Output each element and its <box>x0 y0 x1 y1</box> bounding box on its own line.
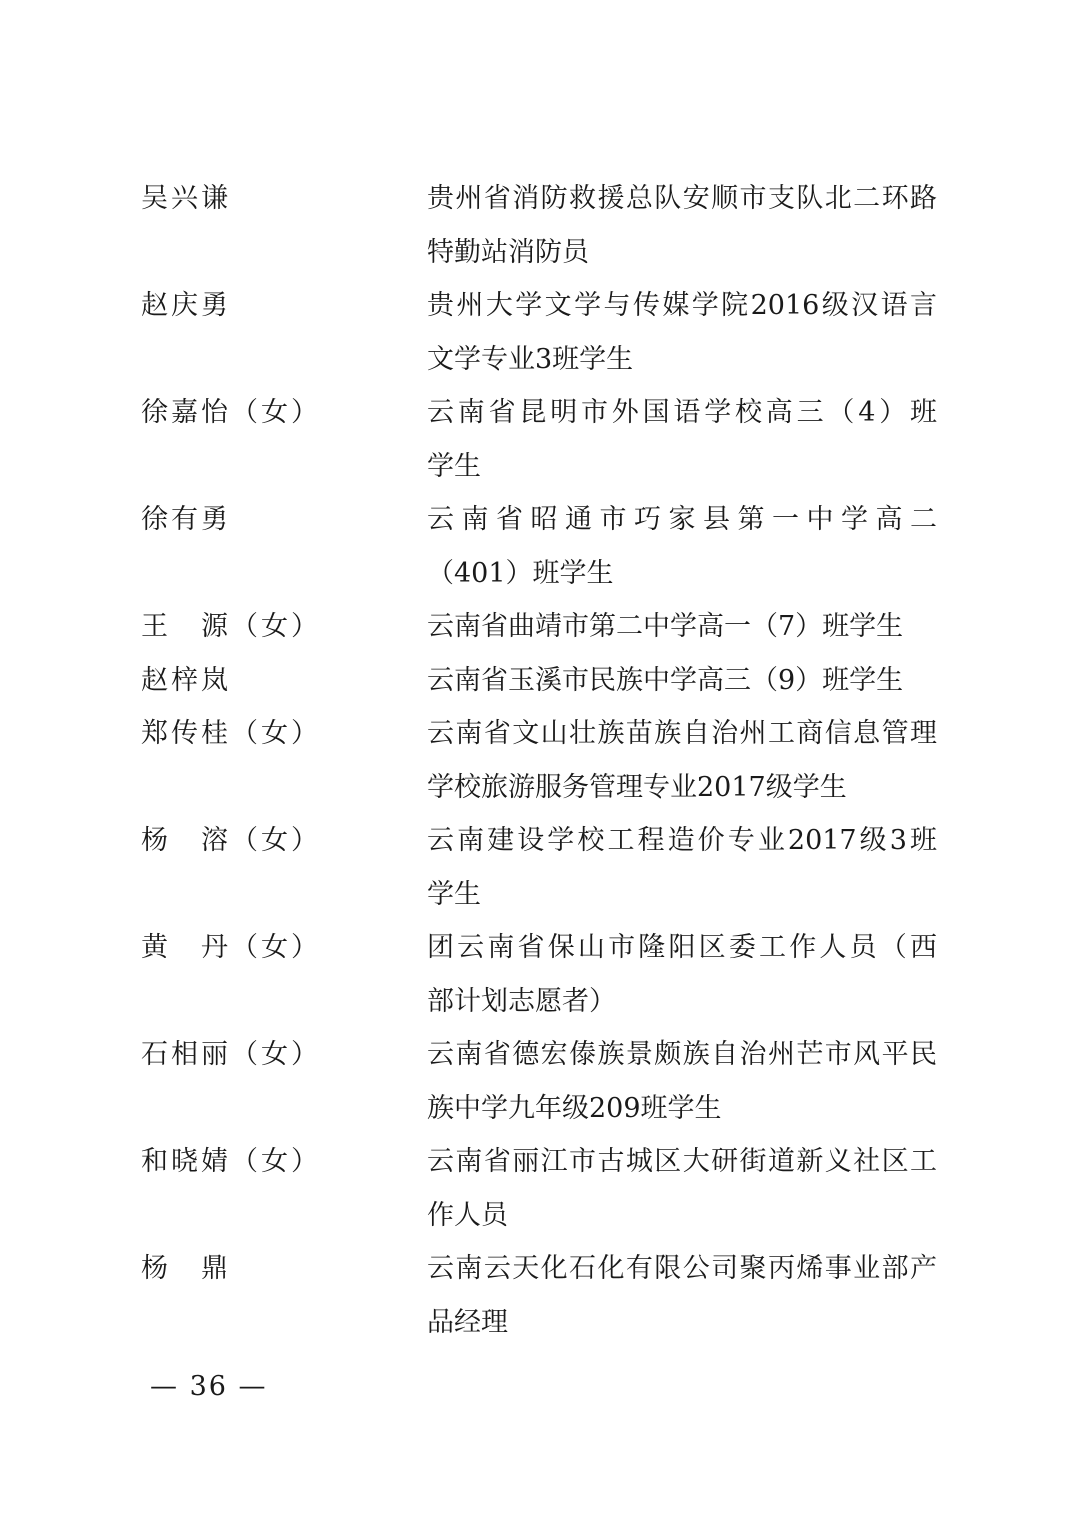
honoree-name: 徐嘉怡（女） <box>141 397 321 428</box>
list-item <box>0 1242 1080 1349</box>
list-item <box>0 279 1080 386</box>
honoree-name: 石相丽（女） <box>141 1039 321 1070</box>
honoree-name: 王 源（女） <box>141 611 321 642</box>
list-item <box>0 707 1080 814</box>
unit-line: 学校旅游服务管理专业2017级学生 <box>427 771 847 803</box>
unit-line: 作人员 <box>427 1199 508 1231</box>
unit-line: 族中学九年级209班学生 <box>427 1092 722 1124</box>
list-item <box>0 814 1080 921</box>
unit-line: 云南省玉溪市民族中学高三（9）班学生 <box>427 664 904 696</box>
honoree-unit <box>427 172 937 279</box>
unit-line: 团云南省保山市隆阳区委工作人员（西 <box>427 932 937 963</box>
list-item <box>0 386 1080 493</box>
honoree-name: 徐有勇 <box>141 504 231 535</box>
unit-line: 云南省丽江市古城区大研街道新义社区工 <box>427 1146 937 1177</box>
unit-line: 品经理 <box>427 1306 508 1338</box>
unit-line: 云南省昭通市巧家县第一中学高二 <box>427 504 937 535</box>
honoree-unit <box>427 1135 937 1242</box>
honoree-unit <box>427 600 937 654</box>
unit-line: 云南省文山壮族苗族自治州工商信息管理 <box>427 718 937 749</box>
unit-line: 云南云天化石化有限公司聚丙烯事业部产 <box>427 1253 937 1284</box>
honoree-unit <box>427 1028 937 1135</box>
list-item <box>0 600 1080 654</box>
honoree-name: 黄 丹（女） <box>141 932 321 963</box>
unit-line: 贵州大学文学与传媒学院2016级汉语言 <box>427 290 937 321</box>
honoree-name: 赵梓岚 <box>141 664 231 696</box>
honoree-unit <box>427 279 937 386</box>
page-number: — 36 — <box>150 1371 268 1402</box>
honoree-unit <box>427 654 937 708</box>
list-item <box>0 654 1080 708</box>
unit-line: 部计划志愿者） <box>427 985 616 1017</box>
unit-line: 特勤站消防员 <box>427 236 589 268</box>
honoree-unit <box>427 814 937 921</box>
honoree-name: 杨 溶（女） <box>141 825 321 856</box>
list-item <box>0 1135 1080 1242</box>
unit-line: （401）班学生 <box>427 557 614 589</box>
unit-line: 学生 <box>427 878 481 910</box>
list-item <box>0 172 1080 279</box>
honoree-unit <box>427 921 937 1028</box>
unit-line: 文学专业3班学生 <box>427 343 634 375</box>
unit-line: 云南省昆明市外国语学校高三（4）班 <box>427 397 937 428</box>
unit-line: 云南省德宏傣族景颇族自治州芒市风平民 <box>427 1039 937 1070</box>
unit-line: 贵州省消防救援总队安顺市支队北二环路 <box>427 183 937 214</box>
list-item <box>0 493 1080 600</box>
honoree-unit <box>427 1242 937 1349</box>
honoree-name: 吴兴谦 <box>141 183 231 214</box>
honoree-name: 郑传桂（女） <box>141 718 321 749</box>
honoree-name: 杨 鼎 <box>141 1253 231 1284</box>
unit-line: 学生 <box>427 450 481 482</box>
unit-line: 云南建设学校工程造价专业2017级3班 <box>427 825 937 856</box>
list-item <box>0 921 1080 1028</box>
honoree-list <box>0 172 1080 1349</box>
honoree-unit <box>427 493 937 600</box>
honoree-name: 赵庆勇 <box>141 290 231 321</box>
honoree-name: 和晓婧（女） <box>141 1146 321 1177</box>
honoree-unit <box>427 386 937 493</box>
honoree-unit <box>427 707 937 814</box>
unit-line: 云南省曲靖市第二中学高一（7）班学生 <box>427 611 904 642</box>
list-item <box>0 1028 1080 1135</box>
